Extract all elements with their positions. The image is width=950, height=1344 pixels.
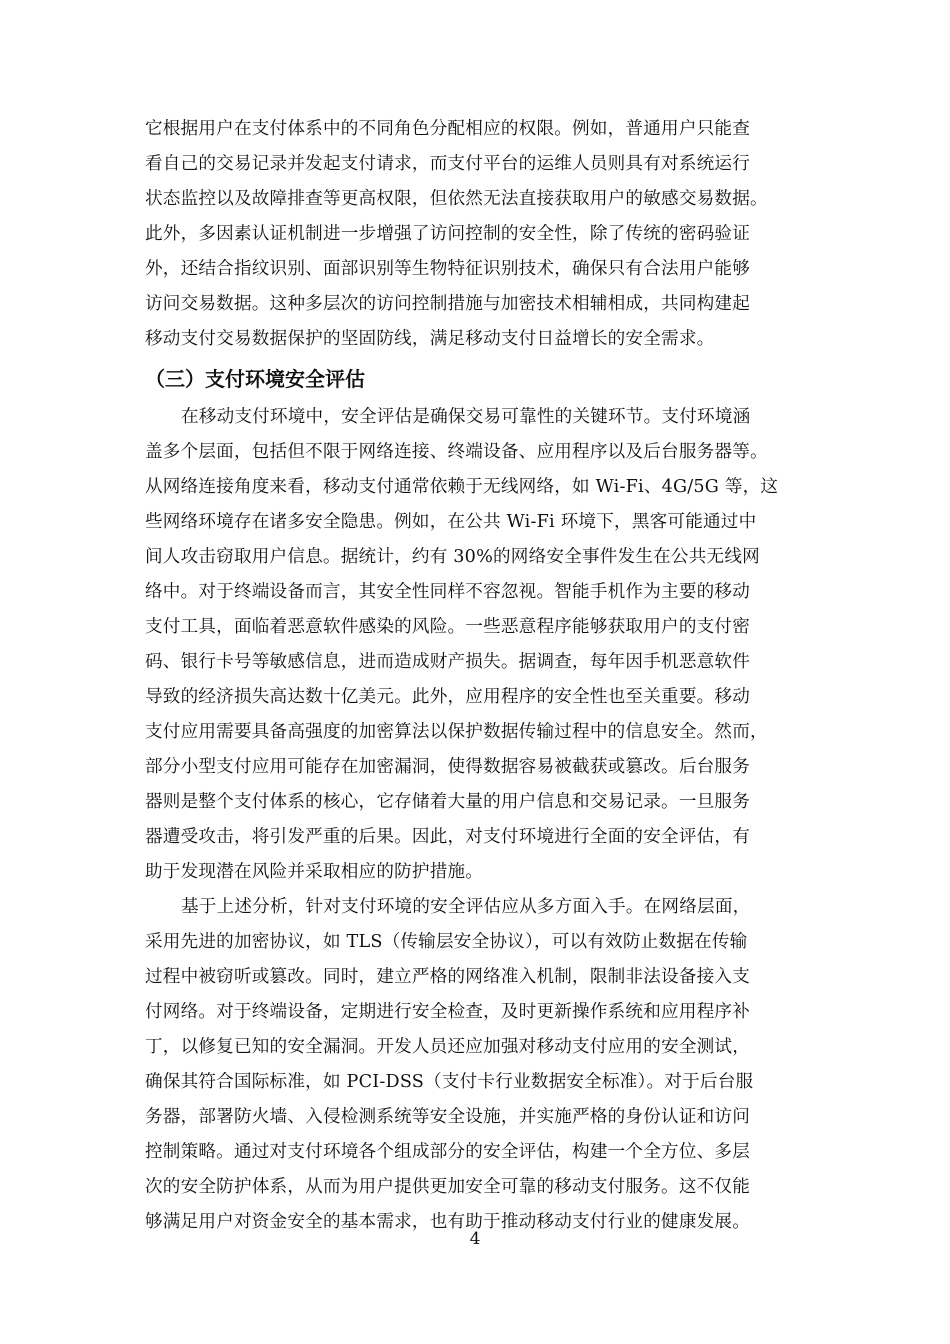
- text-line: 此外，多因素认证机制进一步增强了访问控制的安全性，除了传统的密码验证: [145, 224, 750, 244]
- text-line: 盖多个层面，包括但不限于网络连接、终端设备、应用程序以及后台服务器等。: [145, 442, 768, 462]
- section-heading: （三）支付环境安全评估: [145, 367, 365, 391]
- text-line: 控制策略。通过对支付环境各个组成部分的安全评估，构建一个全方位、多层: [145, 1142, 750, 1162]
- text-line: 看自己的交易记录并发起支付请求，而支付平台的运维人员则具有对系统运行: [145, 154, 750, 174]
- text-line: 丁，以修复已知的安全漏洞。开发人员还应加强对移动支付应用的安全测试，: [145, 1037, 750, 1057]
- text-line: 从网络连接角度来看，移动支付通常依赖于无线网络，如 Wi-Fi、4G/5G 等，这: [145, 477, 779, 497]
- text-line: 外，还结合指纹识别、面部识别等生物特征识别技术，确保只有合法用户能够: [145, 259, 750, 279]
- text-line: 务器，部署防火墙、入侵检测系统等安全设施，并实施严格的身份认证和访问: [145, 1107, 750, 1127]
- text-line: 付网络。对于终端设备，定期进行安全检查，及时更新操作系统和应用程序补: [145, 1002, 750, 1022]
- page-number: 4: [469, 1229, 481, 1249]
- text-line: 络中。对于终端设备而言，其安全性同样不容忽视。智能手机作为主要的移动: [145, 582, 750, 602]
- text-line: 支付工具，面临着恶意软件感染的风险。一些恶意程序能够获取用户的支付密: [145, 617, 750, 637]
- text-line: 够满足用户对资金安全的基本需求，也有助于推动移动支付行业的健康发展。: [145, 1212, 750, 1232]
- page-content: [145, 112, 810, 1240]
- text-line: 移动支付交易数据保护的坚固防线，满足移动支付日益增长的安全需求。: [145, 329, 715, 349]
- text-line: 过程中被窃听或篡改。同时，建立严格的网络准入机制，限制非法设备接入支: [145, 967, 750, 987]
- text-line: 支付应用需要具备高强度的加密算法以保护数据传输过程中的信息安全。然而，: [145, 722, 768, 742]
- text-line: 器则是整个支付体系的核心，它存储着大量的用户信息和交易记录。一旦服务: [145, 792, 750, 812]
- text-line: 器遭受攻击，将引发严重的后果。因此，对支付环境进行全面的安全评估，有: [145, 827, 750, 847]
- text-line: 基于上述分析，针对支付环境的安全评估应从多方面入手。在网络层面，: [181, 897, 751, 917]
- text-line: 采用先进的加密协议，如 TLS（传输层安全协议），可以有效防止数据在传输: [145, 932, 748, 952]
- text-line: 次的安全防护体系，从而为用户提供更加安全可靠的移动支付服务。这不仅能: [145, 1177, 750, 1197]
- text-line: 码、银行卡号等敏感信息，进而造成财产损失。据调查，每年因手机恶意软件: [145, 652, 750, 672]
- text-line: 它根据用户在支付体系中的不同角色分配相应的权限。例如，普通用户只能查: [145, 119, 750, 139]
- text-line: 在移动支付环境中，安全评估是确保交易可靠性的关键环节。支付环境涵: [181, 407, 751, 427]
- text-line: 访问交易数据。这种多层次的访问控制措施与加密技术相辅相成，共同构建起: [145, 294, 750, 314]
- text-line: 助于发现潜在风险并采取相应的防护措施。: [145, 862, 484, 882]
- text-line: 状态监控以及故障排查等更高权限，但依然无法直接获取用户的敏感交易数据。: [145, 189, 768, 209]
- text-line: 确保其符合国际标准，如 PCI-DSS（支付卡行业数据安全标准）。对于后台服: [145, 1072, 754, 1092]
- paragraph-continued: [145, 112, 810, 357]
- paragraph-environment: [145, 400, 810, 890]
- paragraph-assessment-measures: [145, 890, 810, 1240]
- text-line: 间人攻击窃取用户信息。据统计，约有 30%的网络安全事件发生在公共无线网: [145, 547, 760, 567]
- text-line: 导致的经济损失高达数十亿美元。此外，应用程序的安全性也至关重要。移动: [145, 687, 750, 707]
- text-line: 部分小型支付应用可能存在加密漏洞，使得数据容易被截获或篡改。后台服务: [145, 757, 750, 777]
- text-line: 些网络环境存在诸多安全隐患。例如，在公共 Wi-Fi 环境下，黑客可能通过中: [145, 512, 757, 532]
